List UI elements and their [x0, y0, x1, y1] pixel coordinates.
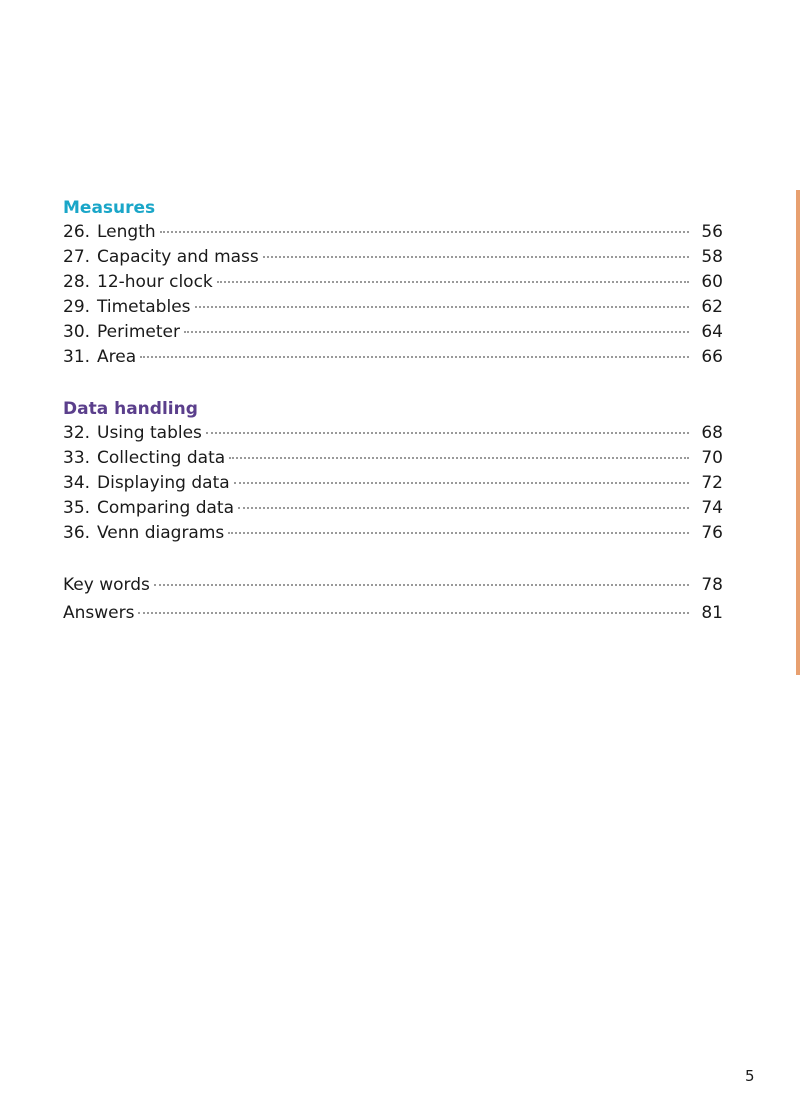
entry-page: 81 — [701, 603, 723, 623]
dot-leader — [234, 482, 689, 484]
entry-number: 29. — [63, 297, 91, 317]
dot-leader — [160, 231, 689, 233]
section-heading: Measures — [63, 198, 156, 218]
toc-entry[interactable] — [63, 222, 723, 246]
entry-title: Venn diagrams — [97, 523, 225, 543]
dot-leader — [217, 281, 689, 283]
entry-title: Perimeter — [97, 322, 180, 342]
dot-leader — [263, 256, 689, 258]
entry-number: 30. — [63, 322, 91, 342]
dot-leader — [154, 584, 689, 586]
entry-number: 34. — [63, 473, 91, 493]
entry-page: 78 — [701, 575, 723, 595]
toc-extra-entry[interactable] — [63, 575, 723, 599]
entry-number: 27. — [63, 247, 91, 267]
toc-entry[interactable] — [63, 423, 723, 447]
toc-entry[interactable] — [63, 347, 723, 371]
entry-title: Answers — [63, 603, 135, 623]
entry-page: 56 — [701, 222, 723, 242]
toc-entry[interactable] — [63, 448, 723, 472]
entry-page: 62 — [701, 297, 723, 317]
entry-page: 68 — [701, 423, 723, 443]
entry-title: Length — [97, 222, 156, 242]
entry-title: Area — [97, 347, 137, 367]
dot-leader — [238, 507, 689, 509]
toc-entry[interactable] — [63, 322, 723, 346]
entry-page: 74 — [701, 498, 723, 518]
dot-leader — [140, 356, 689, 358]
entry-number: 33. — [63, 448, 91, 468]
entry-number: 31. — [63, 347, 91, 367]
entry-title: Timetables — [97, 297, 191, 317]
dot-leader — [229, 457, 689, 459]
dot-leader — [138, 612, 689, 614]
toc-extra-entry[interactable] — [63, 603, 723, 627]
toc-entry[interactable] — [63, 297, 723, 321]
toc-entry[interactable] — [63, 272, 723, 296]
entry-page: 72 — [701, 473, 723, 493]
entry-number: 36. — [63, 523, 91, 543]
entry-number: 35. — [63, 498, 91, 518]
entry-title: Collecting data — [97, 448, 226, 468]
toc-entry[interactable] — [63, 473, 723, 497]
entry-page: 60 — [701, 272, 723, 292]
entry-page: 70 — [701, 448, 723, 468]
entry-title: Using tables — [97, 423, 202, 443]
entry-page: 76 — [701, 523, 723, 543]
entry-number: 32. — [63, 423, 91, 443]
toc-entry[interactable] — [63, 523, 723, 547]
entry-number: 26. — [63, 222, 91, 242]
entry-title: 12-hour clock — [97, 272, 213, 292]
page-edge — [796, 190, 800, 675]
entry-title: Comparing data — [97, 498, 235, 518]
dot-leader — [184, 331, 689, 333]
entry-page: 64 — [701, 322, 723, 342]
entry-number: 28. — [63, 272, 91, 292]
entry-title: Capacity and mass — [97, 247, 259, 267]
dot-leader — [228, 532, 689, 534]
toc-entry[interactable] — [63, 247, 723, 271]
entry-title: Key words — [63, 575, 150, 595]
page-number: 5 — [745, 1067, 755, 1085]
entry-page: 66 — [701, 347, 723, 367]
entry-page: 58 — [701, 247, 723, 267]
dot-leader — [195, 306, 689, 308]
section-heading: Data handling — [63, 399, 198, 419]
dot-leader — [206, 432, 689, 434]
entry-title: Displaying data — [97, 473, 230, 493]
toc-entry[interactable] — [63, 498, 723, 522]
